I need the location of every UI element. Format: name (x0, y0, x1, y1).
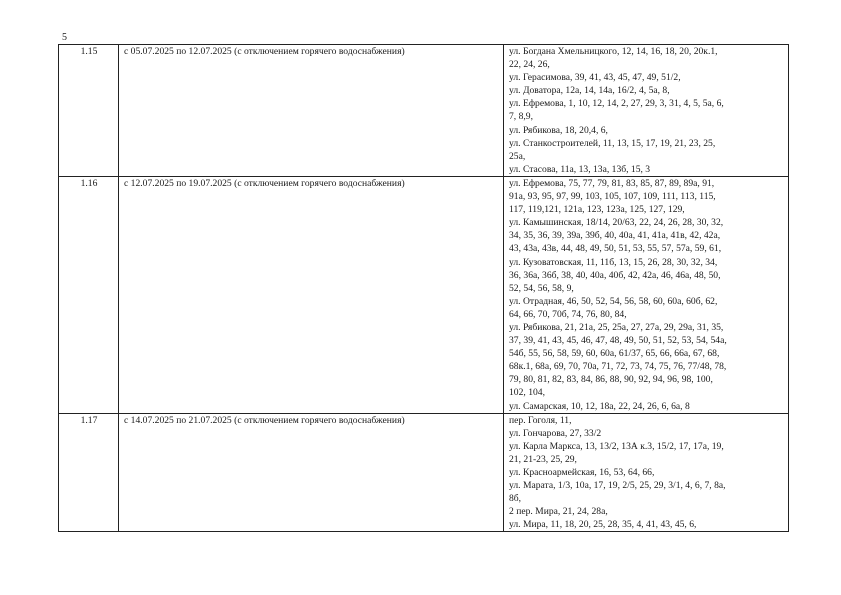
street-line: 64, 66, 70, 70б, 74, 76, 80, 84, (509, 308, 627, 320)
table-row (59, 45, 789, 177)
table-row (59, 176, 789, 413)
street-line: 37, 39, 41, 43, 45, 46, 47, 48, 49, 50, 51, 52, 53, 54, 54а, (509, 335, 727, 347)
row-number: 1.15 (59, 45, 119, 177)
row-number: 1.17 (59, 413, 119, 532)
street-line: 43, 43а, 43в, 44, 48, 49, 50, 51, 53, 55, 57, 57а, 59, 61, (509, 243, 722, 255)
street-line: 8б, (509, 493, 522, 505)
schedule-table (58, 44, 789, 532)
streets-cell (504, 176, 789, 413)
street-line: 102, 104, (509, 387, 545, 399)
street-line: 21, 21-23, 25, 29, (509, 453, 577, 465)
street-line: 2 пер. Мира, 21, 24, 28а, (509, 506, 608, 518)
street-line: 25а, (509, 150, 526, 162)
street-line: 79, 80, 81, 82, 83, 84, 86, 88, 90, 92, 94, 96, 98, 100, (509, 374, 713, 386)
street-line: ул. Самарская, 10, 12, 18а, 22, 24, 26, 6, 6а, 8 (509, 400, 690, 412)
street-line: ул. Камышинская, 18/14, 20/63, 22, 24, 26, 28, 30, 32, (509, 217, 724, 229)
street-line: 68к.1, 68а, 69, 70, 70а, 71, 72, 73, 74, 75, 76, 77/48, 78, (509, 361, 727, 373)
street-line: 52, 54, 56, 58, 9, (509, 282, 574, 294)
period-cell: с 12.07.2025 по 19.07.2025 (с отключением горячего водоснабжения) (119, 176, 504, 413)
street-line: ул. Красноармейская, 16, 53, 64, 66, (509, 467, 655, 478)
street-line: ул. Доватора, 12а, 14, 14а, 16/2, 4, 5а, 8, (509, 85, 670, 97)
street-line: ул. Марата, 1/3, 10а, 17, 19, 2/5, 25, 29, 3/1, 4, 6, 7, 8а, (509, 480, 726, 492)
table-row (59, 413, 789, 532)
street-line: 117, 119,121, 121а, 123, 123а, 125, 127, 129, (509, 204, 685, 216)
street-line: ул. Карла Маркса, 13, 13/2, 13А к.3, 15/2, 17, 17а, 19, (509, 440, 724, 452)
street-line: ул. Ефремова, 1, 10, 12, 14, 2, 27, 29, 3, 31, 4, 5, 5а, 6, (509, 98, 724, 110)
street-line: 36, 36а, 36б, 38, 40, 40а, 40б, 42, 42а, 46, 46а, 48, 50, (509, 269, 721, 281)
row-number: 1.16 (59, 176, 119, 413)
street-line: ул. Мира, 11, 18, 20, 25, 28, 35, 4, 41, 43, 45, 6, (509, 519, 697, 531)
street-line: ул. Ефремова, 75, 77, 79, 81, 83, 85, 87, 89, 89а, 91, (509, 177, 715, 189)
period-cell: с 05.07.2025 по 12.07.2025 (с отключением горячего водоснабжения) (119, 45, 504, 177)
streets-cell (504, 45, 789, 177)
street-line: 91а, 93, 95, 97, 99, 103, 105, 107, 109, 111, 113, 115, (509, 191, 716, 203)
page-number: 5 (62, 32, 67, 43)
street-line: 34, 35, 36, 39, 39а, 39б, 40, 40а, 41, 41а, 41в, 42, 42а, (509, 230, 721, 242)
street-line: 7, 8,9, (509, 111, 533, 123)
street-line: ул. Гончарова, 27, 33/2 (509, 427, 602, 439)
street-line: ул. Кузоватовская, 11, 11б, 13, 15, 26, 28, 30, 32, 34, (509, 256, 718, 268)
street-line: ул. Станкостроителей, 11, 13, 15, 17, 19, 21, 23, 25, (509, 137, 716, 149)
street-line: ул. Богдана Хмельницкого, 12, 14, 16, 18, 20, 20к.1, (509, 46, 718, 57)
street-line: пер. Гоголя, 11, (509, 414, 572, 426)
street-line: ул. Герасимова, 39, 41, 43, 45, 47, 49, 51/2, (509, 72, 681, 84)
streets-cell (504, 413, 789, 532)
street-line: 22, 24, 26, (509, 59, 550, 71)
period-cell: с 14.07.2025 по 21.07.2025 (с отключением горячего водоснабжения) (119, 413, 504, 532)
street-line: 54б, 55, 56, 58, 59, 60, 60а, 61/37, 65, 66, 66а, 67, 68, (509, 348, 720, 360)
street-line: ул. Рябикова, 21, 21а, 25, 25а, 27, 27а, 29, 29а, 31, 35, (509, 321, 724, 333)
street-line: ул. Рябикова, 18, 20,4, 6, (509, 124, 608, 136)
street-line: ул. Стасова, 11а, 13, 13а, 13б, 15, 3 (509, 163, 651, 175)
street-line: ул. Отрадная, 46, 50, 52, 54, 56, 58, 60, 60а, 60б, 62, (509, 295, 718, 307)
